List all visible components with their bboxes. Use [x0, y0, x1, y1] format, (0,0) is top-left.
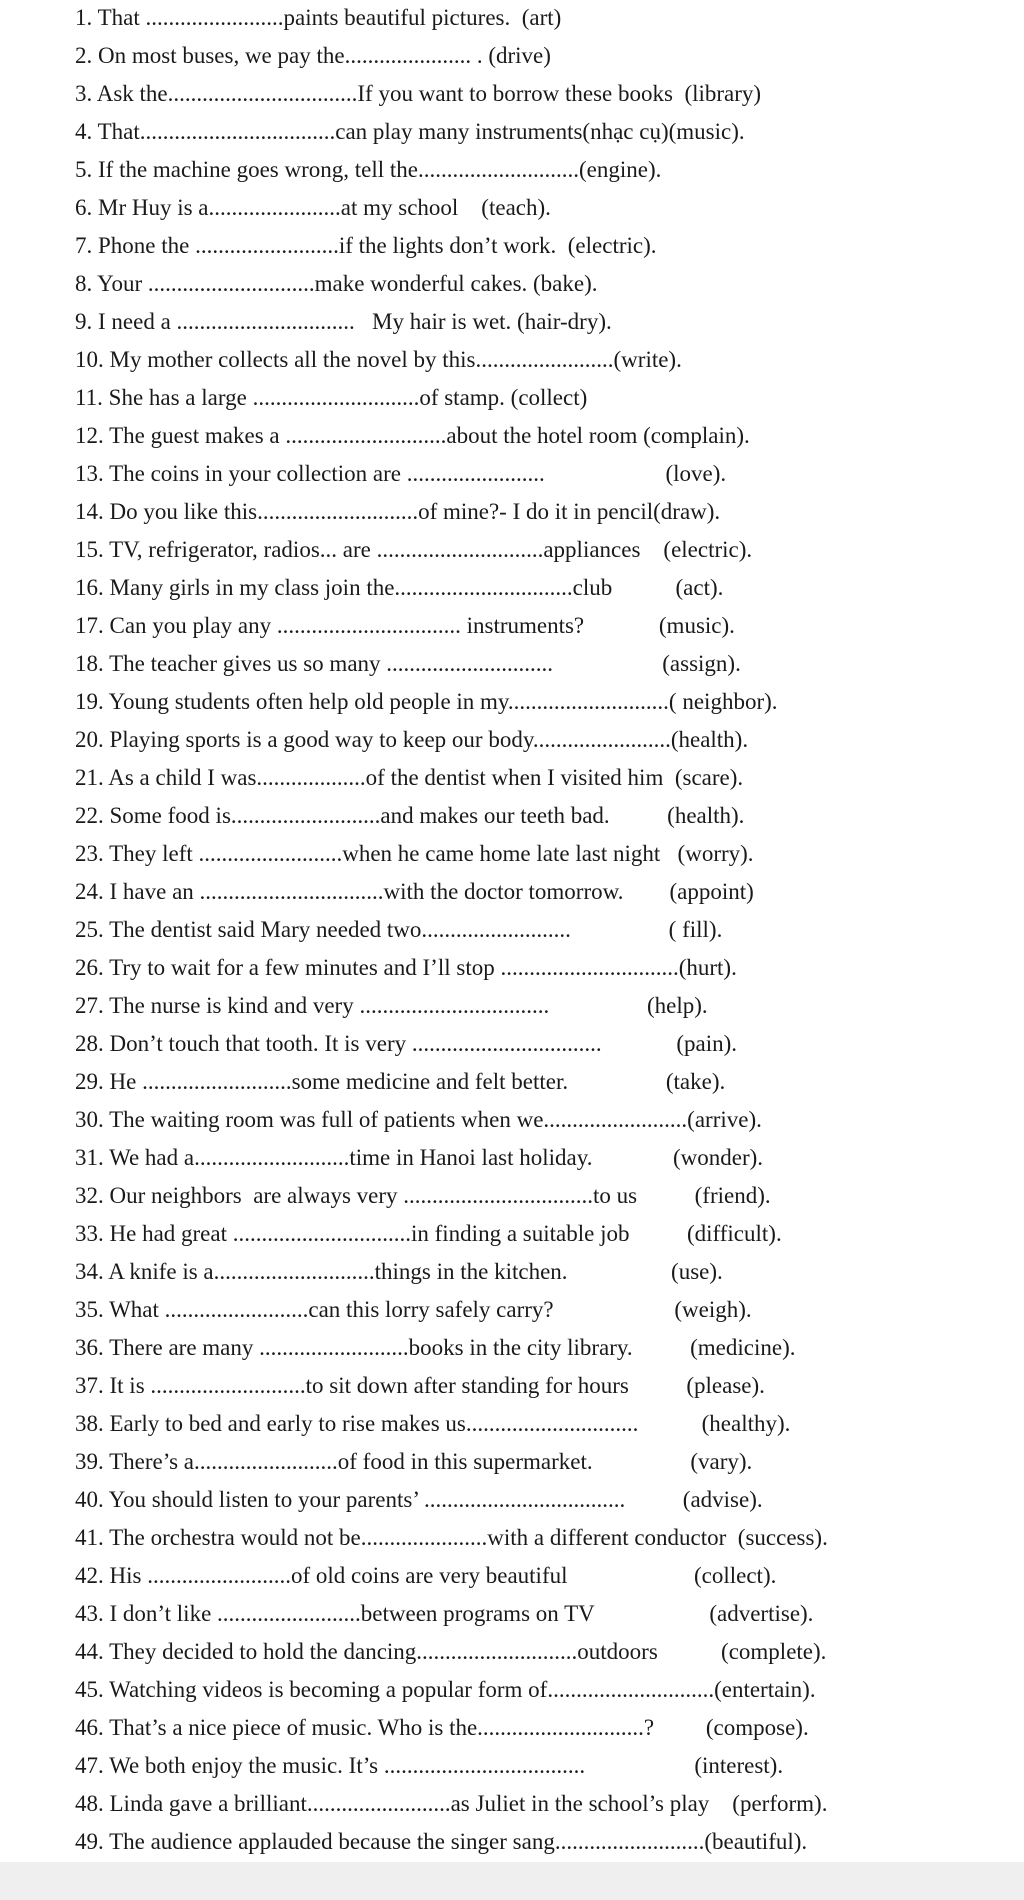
exercise-line-44: 44. They decided to hold the dancing............................outdoors (complete). [75, 1639, 827, 1664]
exercise-line-15: 15. TV, refrigerator, radios... are .............................appliances (electric). [75, 537, 753, 562]
exercise-line-35: 35. What .........................can this lorry safely carry? (weigh). [75, 1297, 752, 1322]
exercise-line-21: 21. As a child I was...................of the dentist when I visited him (scare). [75, 765, 744, 790]
exercise-line-22: 22. Some food is..........................and makes our teeth bad. (health). [75, 803, 745, 828]
exercise-line-3: 3. Ask the.................................If you want to borrow these books (library) [75, 81, 762, 106]
exercise-line-12: 12. The guest makes a ............................about the hotel room (complain). [75, 423, 750, 448]
exercise-line-46: 46. That’s a nice piece of music. Who is the.............................? (compose). [75, 1715, 809, 1740]
exercise-line-4: 4. That..................................can play many instruments(nhạc cụ)(music). [75, 119, 745, 144]
exercise-line-13: 13. The coins in your collection are ........................ (love). [75, 461, 727, 486]
exercise-line-6: 6. Mr Huy is a.......................at my school (teach). [75, 195, 551, 220]
exercise-line-40: 40. You should listen to your parents’ ................................... (advise). [75, 1487, 763, 1512]
exercise-line-16: 16. Many girls in my class join the...............................club (act). [75, 575, 724, 600]
exercise-line-2: 2. On most buses, we pay the...................... . (drive) [75, 43, 551, 68]
exercise-line-39: 39. There’s a.........................of food in this supermarket. (vary). [75, 1449, 753, 1474]
exercise-line-29: 29. He ..........................some medicine and felt better. (take). [75, 1069, 726, 1094]
exercise-line-25: 25. The dentist said Mary needed two.......................... ( fill). [75, 917, 723, 942]
exercise-line-10: 10. My mother collects all the novel by this........................(write). [75, 347, 682, 372]
exercise-line-33: 33. He had great ...............................in finding a suitable job (difficult). [75, 1221, 782, 1246]
exercise-line-49: 49. The audience applauded because the singer sang..........................(beautiful). [75, 1829, 808, 1854]
exercise-line-31: 31. We had a...........................time in Hanoi last holiday. (wonder). [75, 1145, 764, 1170]
exercise-line-32: 32. Our neighbors are always very .................................to us (friend). [75, 1183, 771, 1208]
exercise-line-26: 26. Try to wait for a few minutes and I’ll stop ...............................(hurt). [75, 955, 737, 980]
exercise-line-27: 27. The nurse is kind and very ................................. (help). [75, 993, 708, 1018]
exercise-line-23: 23. They left .........................when he came home late last night (worry). [75, 841, 754, 866]
exercise-line-30: 30. The waiting room was full of patients when we.........................(arrive). [75, 1107, 762, 1132]
page-bottom-margin [0, 1862, 1024, 1900]
exercise-line-20: 20. Playing sports is a good way to keep our body........................(health). [75, 727, 749, 752]
exercise-line-42: 42. His .........................of old coins are very beautiful (collect). [75, 1563, 777, 1588]
exercise-line-19: 19. Young students often help old people in my............................( neighbor). [75, 689, 778, 714]
exercise-line-14: 14. Do you like this............................of mine?- I do it in pencil(draw). [75, 499, 721, 524]
exercise-line-41: 41. The orchestra would not be......................with a different conductor (success). [75, 1525, 828, 1550]
exercise-line-11: 11. She has a large .............................of stamp. (collect) [75, 385, 588, 410]
exercise-line-43: 43. I don’t like .........................between programs on TV (advertise). [75, 1601, 814, 1626]
exercise-line-24: 24. I have an ................................with the doctor tomorrow. (appoint) [75, 879, 754, 904]
exercise-line-1: 1. That ........................paints beautiful pictures. (art) [75, 5, 562, 30]
exercise-line-47: 47. We both enjoy the music. It’s ................................... (interest). [75, 1753, 784, 1778]
exercise-line-8: 8. Your .............................make wonderful cakes. (bake). [75, 271, 598, 296]
exercise-line-38: 38. Early to bed and early to rise makes us.............................. (healthy). [75, 1411, 791, 1436]
exercise-line-45: 45. Watching videos is becoming a popular form of.............................(entertain). [75, 1677, 816, 1702]
exercise-line-5: 5. If the machine goes wrong, tell the............................(engine). [75, 157, 662, 182]
exercise-line-18: 18. The teacher gives us so many ............................. (assign). [75, 651, 741, 676]
exercise-line-28: 28. Don’t touch that tooth. It is very ................................. (pain). [75, 1031, 738, 1056]
exercise-line-48: 48. Linda gave a brilliant.........................as Juliet in the school’s play (perform). [75, 1791, 828, 1816]
exercise-line-34: 34. A knife is a............................things in the kitchen. (use). [75, 1259, 723, 1284]
exercise-line-36: 36. There are many ..........................books in the city library. (medicine). [75, 1335, 796, 1360]
exercise-line-37: 37. It is ...........................to sit down after standing for hours (please). [75, 1373, 765, 1398]
exercise-line-9: 9. I need a ............................... My hair is wet. (hair-dry). [75, 309, 612, 334]
exercise-line-7: 7. Phone the .........................if the lights don’t work. (electric). [75, 233, 657, 258]
exercise-line-17: 17. Can you play any ................................ instruments? (music). [75, 613, 735, 638]
